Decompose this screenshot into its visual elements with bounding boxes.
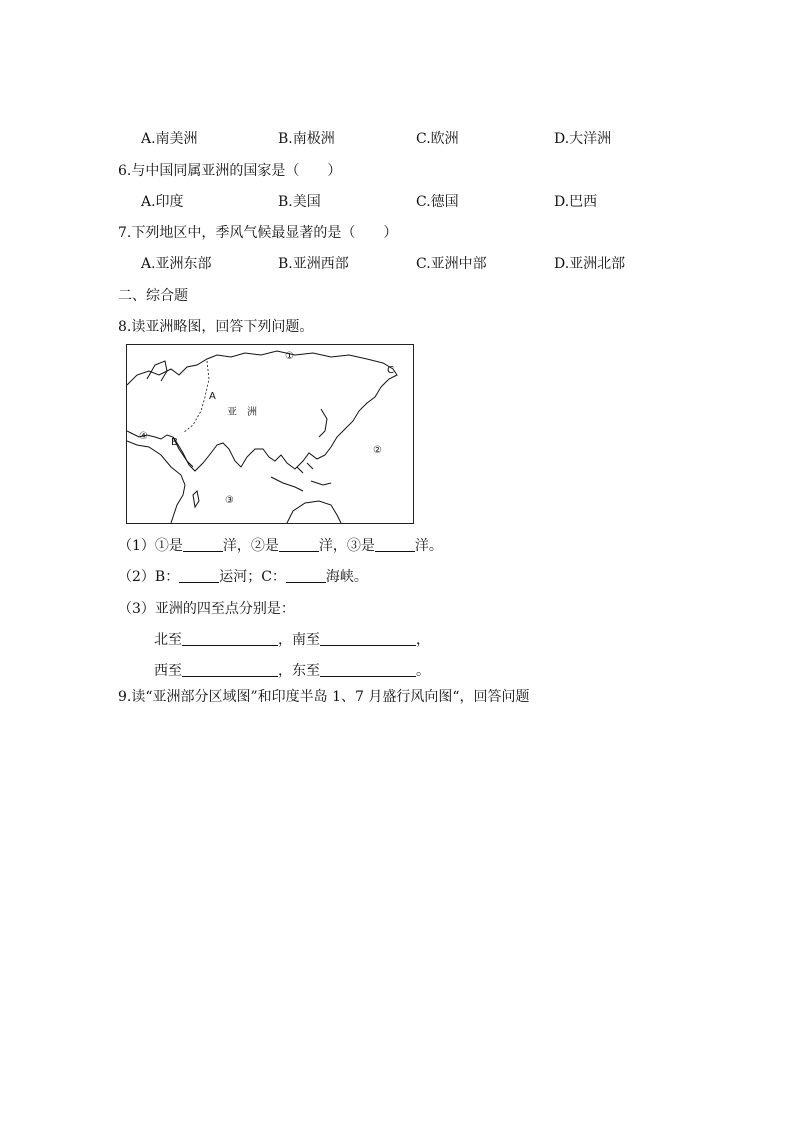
q8-sub1-text-1: （1）①是 <box>118 538 183 554</box>
q5-option-b[interactable]: B.南极洲 <box>278 131 335 147</box>
q8-sub3-north-label: 北至 <box>154 632 182 648</box>
q8-sub3-line1 <box>154 631 430 649</box>
label-circle-1: ① <box>285 351 294 362</box>
q8-sub2-text-1: （2）B： <box>118 569 180 585</box>
madagascar-island <box>193 491 199 507</box>
q8-sub1-text-3: 洋，③是 <box>318 538 375 554</box>
q5-option-d[interactable]: D.大洋洲 <box>554 131 612 147</box>
label-point-c: C <box>387 365 394 376</box>
label-asia: 亚 洲 <box>227 407 257 418</box>
label-circle-4: ④ <box>139 431 148 442</box>
q6-option-a[interactable]: A.印度 <box>141 194 184 210</box>
answer-blank-canal[interactable] <box>179 568 219 583</box>
q8-sub3-south-end: ， <box>416 632 430 648</box>
label-point-b: B <box>171 437 178 448</box>
q8-sub2 <box>118 568 368 586</box>
q8-sub3-east-end: 。 <box>416 663 430 679</box>
q7-option-b[interactable]: B.亚洲西部 <box>278 256 349 272</box>
australia-fragment <box>287 501 341 523</box>
answer-blank-ocean-1[interactable] <box>183 537 223 552</box>
q8-sub3-east-label: ，东至 <box>278 663 320 679</box>
answer-blank-ocean-2[interactable] <box>279 537 319 552</box>
q8-stem: 8.读亚洲略图，回答下列问题。 <box>118 319 314 335</box>
label-circle-2: ② <box>373 445 382 456</box>
q6-option-b[interactable]: B.美国 <box>278 194 321 210</box>
label-point-a: A <box>209 391 216 402</box>
africa-fragment <box>127 441 185 523</box>
section-title: 二、综合题 <box>118 288 188 304</box>
q8-sub2-text-2: 运河；C： <box>219 569 286 585</box>
indonesia-islands <box>271 463 331 491</box>
asia-sketch-map <box>126 344 414 524</box>
q5-options <box>0 130 794 148</box>
q7-stem: 7.下列地区中，季风气候最显著的是（ ） <box>118 225 398 241</box>
answer-blank-strait[interactable] <box>286 568 326 583</box>
q8-sub3-intro: （3）亚洲的四至点分别是： <box>118 601 295 617</box>
q9-stem: 9.读“亚洲部分区域图”和印度半岛 1、7 月盛行风向图“，回答问题 <box>118 689 530 705</box>
q6-stem: 6.与中国同属亚洲的国家是（ ） <box>118 163 342 179</box>
q8-sub3-line2 <box>154 662 430 680</box>
q6-option-d[interactable]: D.巴西 <box>554 194 598 210</box>
q7-option-d[interactable]: D.亚洲北部 <box>554 256 626 272</box>
q7-option-a[interactable]: A.亚洲东部 <box>141 256 212 272</box>
q8-sub3-west-label: 西至 <box>154 663 182 679</box>
q7-options <box>0 255 794 273</box>
label-circle-3: ③ <box>225 495 234 506</box>
q8-sub1-text-2: 洋，②是 <box>222 538 279 554</box>
answer-blank-ocean-3[interactable] <box>375 537 415 552</box>
answer-blank-south[interactable] <box>320 631 416 646</box>
eurasia-landmass <box>127 351 397 471</box>
q8-sub2-text-3: 海峡。 <box>325 569 368 585</box>
answer-blank-north[interactable] <box>182 631 278 646</box>
q5-option-a[interactable]: A.南美洲 <box>141 131 198 147</box>
q6-options <box>0 193 794 211</box>
q8-sub3-south-label: ，南至 <box>278 632 320 648</box>
asia-map-svg <box>127 345 413 523</box>
q8-sub1 <box>118 537 443 555</box>
answer-blank-west[interactable] <box>182 662 278 677</box>
q6-option-c[interactable]: C.德国 <box>416 194 459 210</box>
q5-option-c[interactable]: C.欧洲 <box>416 131 459 147</box>
q7-option-c[interactable]: C.亚洲中部 <box>416 256 487 272</box>
q8-sub1-text-4: 洋。 <box>414 538 443 554</box>
answer-blank-east[interactable] <box>320 662 416 677</box>
japan-islands <box>319 409 327 437</box>
asia-europe-boundary <box>183 361 209 433</box>
